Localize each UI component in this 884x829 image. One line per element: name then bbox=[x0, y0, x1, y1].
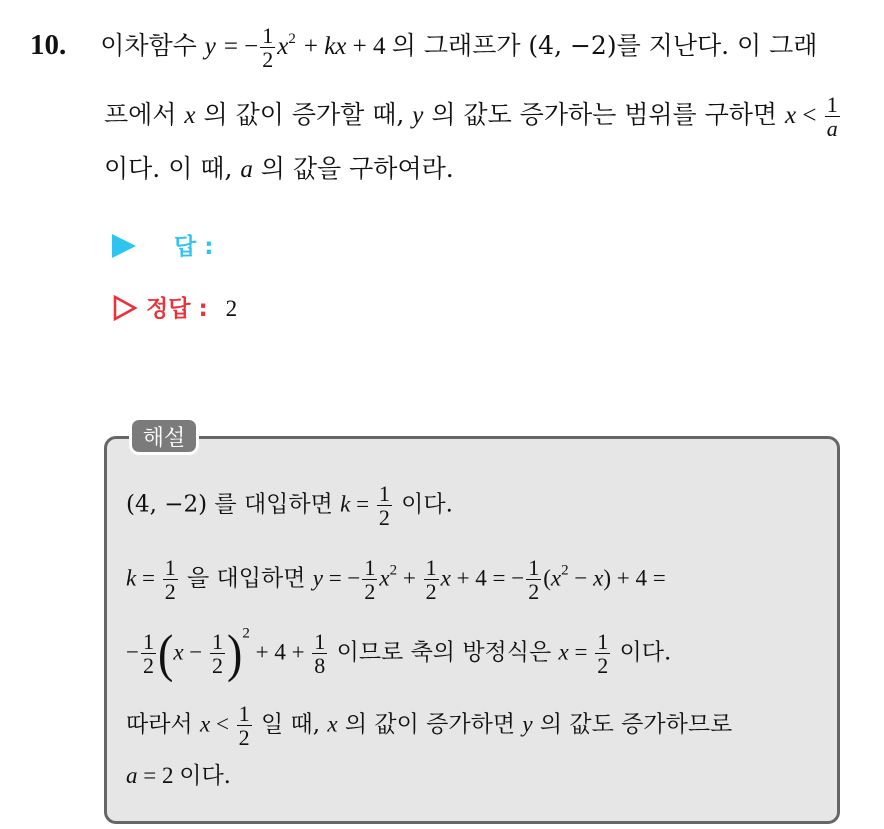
fraction: $\frac{1}{2}$ bbox=[364, 555, 376, 605]
fraction: $\frac{1}{8}$ bbox=[314, 629, 326, 679]
problem-text: 의 값도 증가하는 범위를 구하면 bbox=[431, 100, 778, 130]
problem-text: 의 값을 구하여라. bbox=[260, 154, 454, 183]
fraction: $\frac{1}{2}$ bbox=[238, 701, 250, 751]
solution-line-3: − $\frac{1}{2}$ (x − $\frac{1}{2}$ )$^2$ + 4 + $\frac{1}{8}$ 이므로 축의 방정식은 x = $\frac{1}{2}$ 이다. bbox=[126, 623, 672, 683]
fraction: $\frac{1}{2}$ bbox=[528, 555, 540, 605]
problem-text: 이다. 이 때, bbox=[104, 154, 233, 183]
fraction: $\frac{1}{2}$ bbox=[262, 23, 274, 73]
problem-text: 프에서 bbox=[104, 100, 177, 130]
fraction: $\frac{1}{2}$ bbox=[164, 555, 176, 605]
problem-number: 10. bbox=[30, 29, 67, 62]
fraction: $\frac{1}{2}$ bbox=[142, 629, 154, 679]
problem-line-1: 10. 이차함수 y = − $\frac{1}{2}$ $x^2$ + kx + 4 의 그래프가 (4, −2)를 지난다. 이 그래 bbox=[30, 23, 818, 73]
play-icon bbox=[112, 234, 136, 258]
fraction: $\frac{1}{2}$ bbox=[212, 629, 224, 679]
problem-line-2: 프에서 x 의 값이 증가할 때, y 의 값도 증가하는 범위를 구하면 x < $\frac{1}{a}$ bbox=[104, 92, 838, 142]
answer-row bbox=[112, 228, 213, 261]
solution-tag: 해설 bbox=[129, 417, 199, 455]
fraction: $\frac{1}{2}$ bbox=[425, 555, 437, 605]
problem-text: 의 값이 증가할 때, bbox=[203, 100, 405, 130]
answer-label: 답 : bbox=[174, 234, 214, 260]
problem-line-3: 이다. 이 때, a 의 값을 구하여라. bbox=[104, 154, 454, 183]
solution-line-5: a = 2 이다. bbox=[126, 763, 231, 789]
fraction: $\frac{1}{2}$ bbox=[378, 481, 390, 531]
correct-answer-label: 정답 : bbox=[146, 296, 208, 322]
fraction: $\frac{1}{2}$ bbox=[597, 629, 609, 679]
solution-line-2: k = $\frac{1}{2}$ 을 대입하면 y = − $\frac{1}{2}$ $x^2$ + $\frac{1}{2}$ x + 4 = − $\frac{1}{2}$ $(x^2 - x) + 4$ = bbox=[126, 555, 666, 605]
correct-answer-row bbox=[112, 290, 237, 323]
correct-answer-value: 2 bbox=[225, 296, 238, 321]
problem-text: 이차함수 bbox=[100, 31, 197, 61]
fraction: $\frac{1}{a}$ bbox=[826, 92, 838, 142]
play-outline-icon bbox=[112, 295, 138, 321]
solution-line-4: 따라서 x < $\frac{1}{2}$ 일 때, x 의 값이 증가하면 y 의 값도 증가하므로 bbox=[126, 701, 733, 751]
math-expression: y bbox=[204, 33, 216, 61]
problem-text: 의 그래프가 (4, −2)를 지난다. 이 그래 bbox=[391, 31, 818, 61]
solution-line-1: (4, −2) 를 대입하면 k = $\frac{1}{2}$ 이다. bbox=[126, 481, 453, 531]
